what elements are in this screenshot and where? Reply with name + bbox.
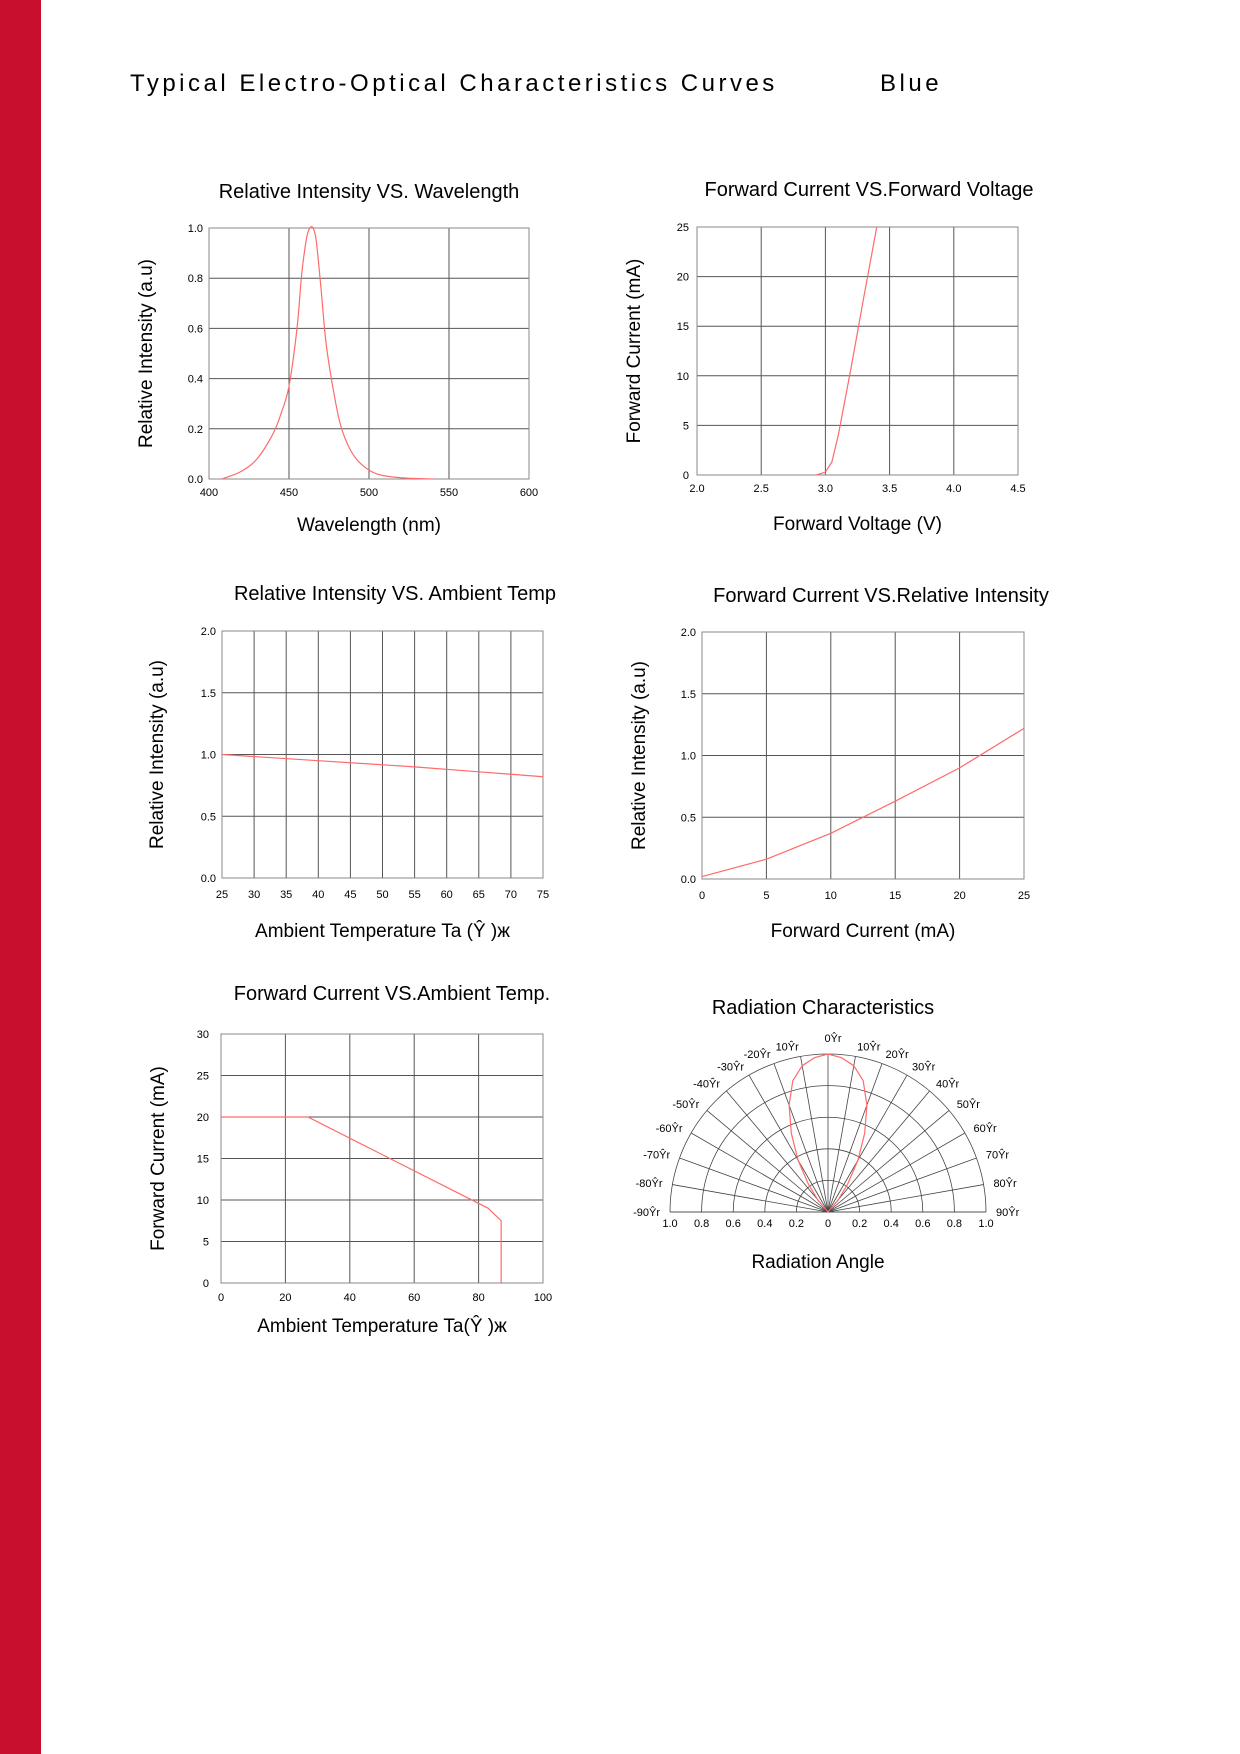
x-tick-label: 45	[344, 889, 357, 901]
x-tick-label: 15	[889, 890, 902, 902]
x-tick-label: 20	[953, 890, 966, 902]
x-tick-label: 30	[247, 889, 261, 901]
x-tick-label: 3.0	[817, 483, 834, 495]
y-axis-label: Relative Intensity (a.u)	[147, 659, 168, 850]
y-tick-label: 20	[676, 271, 689, 284]
chart-title: Radiation Characteristics	[711, 997, 935, 1019]
angle-label: -60Ŷr	[655, 1123, 683, 1135]
x-tick-label: 5	[763, 890, 770, 902]
x-tick-label: 70	[504, 889, 518, 901]
radial-label: 0.8	[693, 1218, 710, 1230]
y-tick-label: 1.5	[200, 687, 216, 700]
y-tick-label: 0.4	[187, 373, 203, 386]
x-tick-label: 75	[536, 889, 550, 901]
y-tick-label: 20	[196, 1112, 209, 1124]
y-tick-label: 0.5	[200, 811, 216, 824]
x-axis-label: Wavelength (nm)	[297, 515, 441, 536]
y-tick-label: 0.2	[187, 423, 203, 436]
y-tick-label: 0.0	[680, 874, 696, 886]
x-tick-label: 20	[279, 1292, 292, 1304]
radial-label: 0.6	[915, 1218, 931, 1230]
y-tick-label: 2.0	[200, 626, 216, 638]
y-tick-label: 2.0	[680, 627, 696, 639]
x-tick-label: 550	[439, 487, 459, 499]
angle-label: -80Ŷr	[635, 1177, 663, 1190]
x-tick-label: 600	[519, 487, 539, 499]
y-tick-label: 0.5	[680, 812, 696, 825]
y-tick-label: 0.0	[187, 474, 203, 486]
y-tick-label: 0.0	[200, 873, 216, 885]
chart-title: Relative Intensity VS. Ambient Temp	[233, 583, 557, 605]
angle-label: 20Ŷr	[885, 1049, 909, 1062]
x-axis-label: Forward Current (mA)	[770, 921, 956, 942]
y-axis-label: Forward Current (mA)	[148, 1066, 169, 1251]
angle-label: -50Ŷr	[672, 1099, 700, 1112]
y-axis-label: Relative Intensity (a.u)	[136, 258, 157, 449]
chart-title: Forward Current VS.Relative Intensity	[713, 585, 1049, 607]
radial-label: 1.0	[662, 1218, 678, 1230]
x-tick-label: 2.5	[753, 483, 769, 495]
x-tick-label: 2.0	[689, 483, 705, 495]
y-tick-label: 5	[202, 1236, 209, 1249]
angle-label: -70Ŷr	[643, 1149, 671, 1162]
x-axis-label: Ambient Temperature Ta (Ŷ )ж	[255, 921, 510, 942]
x-tick-label: 0	[217, 1292, 225, 1304]
x-axis-label: Forward Voltage (V)	[773, 514, 942, 535]
series-line	[222, 227, 433, 479]
y-tick-label: 1.5	[680, 688, 696, 701]
y-tick-label: 5	[682, 420, 689, 433]
radial-label: 0.2	[788, 1218, 805, 1230]
angle-label: 80Ŷr	[993, 1177, 1017, 1190]
x-tick-label: 500	[359, 487, 379, 499]
chart-iv	[624, 179, 1034, 535]
x-tick-label: 40	[312, 889, 325, 901]
angle-label: -20Ŷr	[743, 1049, 771, 1062]
x-axis-label: Radiation Angle	[751, 1252, 885, 1273]
series-line	[702, 728, 1024, 876]
y-tick-label: 15	[196, 1153, 209, 1166]
x-tick-label: 40	[343, 1292, 356, 1304]
angle-label: 60Ŷr	[973, 1123, 997, 1135]
plot-frame	[697, 227, 1018, 475]
angle-label: 40Ŷr	[935, 1078, 960, 1091]
radial-label: 0.8	[946, 1218, 963, 1230]
chart-derating	[148, 983, 552, 1337]
angle-label: 10Ŷr	[857, 1041, 881, 1054]
x-tick-label: 3.5	[881, 483, 898, 495]
y-tick-label: 25	[676, 222, 689, 234]
color-label: Blue	[880, 70, 943, 97]
chart-title: Forward Current VS.Ambient Temp.	[233, 983, 551, 1005]
chart-title: Relative Intensity VS. Wavelength	[218, 181, 520, 203]
radial-label: 0	[824, 1218, 832, 1230]
y-tick-label: 0.8	[187, 273, 203, 286]
angle-label: 50Ŷr	[956, 1099, 980, 1112]
y-tick-label: 1.0	[680, 750, 696, 763]
radial-label: 0.4	[757, 1218, 773, 1230]
x-tick-label: 50	[376, 889, 389, 901]
y-tick-label: 25	[196, 1070, 209, 1083]
chart-title: Forward Current VS.Forward Voltage	[704, 179, 1034, 201]
y-tick-label: 0.6	[187, 323, 203, 336]
radial-label: 1.0	[978, 1218, 994, 1230]
heading-text: Typical Electro-Optical Characteristics Curves	[130, 70, 778, 97]
x-tick-label: 10	[824, 890, 837, 902]
x-tick-label: 25	[215, 889, 229, 901]
y-axis-label: Relative Intensity (a.u)	[629, 660, 650, 851]
y-tick-label: 1.0	[200, 749, 216, 762]
x-axis-label: Ambient Temperature Ta(Ŷ )ж	[257, 1316, 507, 1337]
radial-label: 0.2	[851, 1218, 868, 1230]
angle-label: 70Ŷr	[985, 1149, 1010, 1162]
x-tick-label: 450	[279, 487, 299, 499]
x-tick-label: 35	[280, 889, 293, 901]
x-tick-label: 55	[408, 889, 421, 901]
angle-label: 30Ŷr	[912, 1061, 936, 1074]
y-tick-label: 1.0	[187, 223, 203, 235]
chart-temp_intensity	[147, 583, 556, 942]
x-tick-label: 4.5	[1010, 483, 1026, 495]
x-tick-label: 65	[472, 889, 485, 901]
chart-current_intensity	[629, 585, 1049, 942]
x-tick-label: 0	[698, 890, 706, 902]
x-tick-label: 25	[1017, 890, 1031, 902]
y-tick-label: 10	[676, 370, 689, 383]
y-tick-label: 30	[196, 1029, 209, 1041]
angle-label: -90Ŷr	[633, 1207, 660, 1219]
y-tick-label: 15	[676, 321, 689, 334]
x-tick-label: 60	[440, 889, 453, 901]
x-tick-label: 100	[533, 1292, 553, 1304]
x-tick-label: 80	[472, 1292, 485, 1304]
radial-label: 0.6	[725, 1218, 741, 1230]
chart-radiation	[633, 997, 1019, 1273]
x-tick-label: 60	[408, 1292, 421, 1304]
x-tick-label: 400	[199, 487, 219, 499]
angle-label-zero: 0Ŷr	[824, 1033, 842, 1045]
radial-label: 0.4	[883, 1218, 899, 1230]
angle-label: -40Ŷr	[693, 1078, 721, 1091]
angle-label: 90Ŷr	[996, 1207, 1020, 1219]
angle-label: 10Ŷr	[775, 1041, 799, 1054]
y-tick-label: 0	[682, 470, 689, 482]
x-tick-label: 4.0	[946, 483, 962, 495]
y-axis-label: Forward Current (mA)	[624, 258, 645, 444]
chart-wavelength	[136, 181, 538, 536]
y-tick-label: 10	[196, 1195, 209, 1207]
angle-label: -30Ŷr	[717, 1061, 744, 1074]
y-tick-label: 0	[202, 1278, 209, 1290]
